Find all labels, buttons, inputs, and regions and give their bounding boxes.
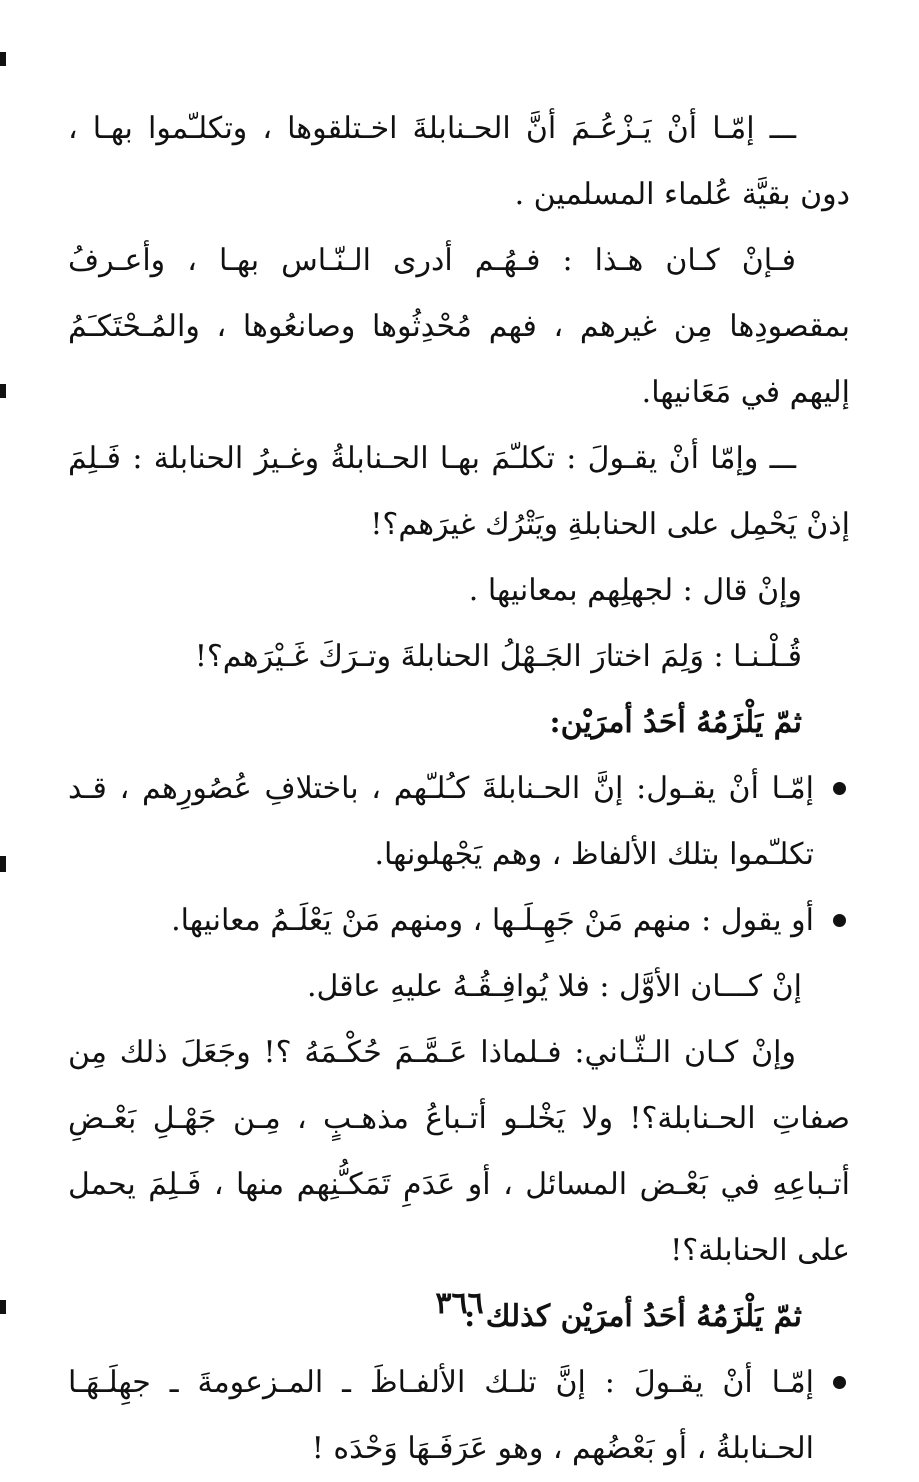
paragraph-6-heading: ثمّ يَلْزَمُهُ أحَدُ أمرَيْن: (549, 705, 802, 740)
paragraph-3: ـــ وإمّا أنْ يقـولَ : تكلـّمَ بهـا الحـنابلةُ وغـيرُ الحنابلة : فَـلِمَ إذنْ يَحْمِل على الحنابلةِ ويَتْرُك غيرَهم؟! (68, 441, 850, 542)
paragraph-9-heading: ثمّ يَلْزَمُهُ أحَدُ أمرَيْن كذلك : (464, 1299, 802, 1334)
page-number: ٣٦٦ (435, 1286, 484, 1321)
paragraph-7: إنْ كـــان الأوَّل : فلا يُوافِـقُـهُ عليهِ عاقل. (307, 969, 802, 1004)
bullet-item-1: إمّـا أنْ يقـول: إنَّ الحـنابلةَ كـُلـّهم ، باختلافِ عُصُورِهم ، قـد تكلـّموا بتلك الألفاظ ، وهم يَجْهلونها. (68, 756, 850, 888)
edge-mark-2 (0, 384, 6, 398)
bullet-item-3: إمّـا أنْ يقـولَ : إنَّ تلـك الألفـاظَ ـ المـزعومةَ ـ جهِلَـهَـا الحـنابلةُ ، أو بَعْضُهم ، وهو عَرَفَـهَا وَحْدَه ! (68, 1350, 850, 1482)
edge-mark-3 (0, 856, 6, 872)
paragraph-1: ـــ إمّـا أنْ يَـزْعُـمَ أنَّ الحـنابلةَ اخـتلقوها ، وتكلـّموا بهـا ، دون بقيَّة عُلماء المسلمين . (68, 111, 850, 212)
paragraph-4: وإنْ قال : لجهلِهم بمعانيها . (468, 573, 802, 608)
page-body (68, 96, 850, 1482)
paragraph-2: فـإنْ كـان هـذا : فـهُـم أدرى الـنّـاس بهـا ، وأعـرفُ بمقصودِها مِن غيرهم ، فهم مُحْدِثُوها وصانعُوها ، والمُـحْتَكـَمُ إليهم في مَعَانيها. (68, 243, 850, 410)
edge-mark-1 (0, 52, 6, 66)
paragraph-5: قُـلْـنـا : وَلِمَ اختارَ الجَـهْلُ الحنابلةَ وتـرَكَ غَـيْرَهم؟! (194, 639, 802, 674)
bullet-item-2: أو يقول : منهم مَنْ جَهِـلَـها ، ومنهم مَنْ يَعْلَـمُ معانيها. (68, 888, 850, 954)
paragraph-8: وإنْ كـان الـثّـاني: فـلماذا عَـمَّـمَ حُكْـمَهُ ؟! وجَعَلَ ذلك مِن صفاتِ الحـنابلة؟! ولا يَخْلـو أتـباعُ مذهـبٍ ، مِـن جَهْـلِ بَعْـضِ أتـباعِهِ في بَعْـض المسائل ، أو عَدَمِ تَمَكـُّنِهم منها ، فَـلِمَ يحمل على الحنابلة؟! (68, 1035, 850, 1268)
